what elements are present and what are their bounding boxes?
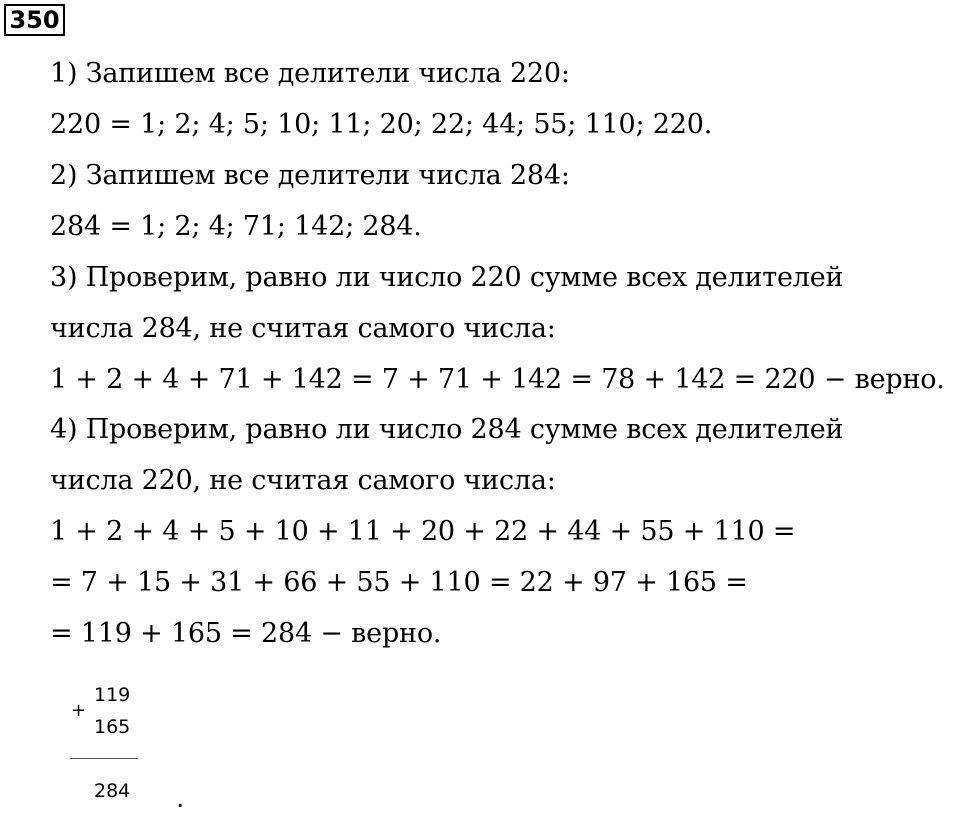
step-4-heading: 4) Проверим, равно ли число 284 сумме всех делителей (50, 414, 844, 445)
addend-2: 165 (94, 716, 131, 738)
step-4-heading-cont: числа 220, не считая самого числа: (50, 465, 556, 496)
step-2-heading: 2) Запишем все делители числа 284: (50, 160, 570, 191)
addition-result: 284 (94, 780, 131, 802)
trailing-period: . (176, 784, 185, 814)
column-addition (66, 680, 156, 810)
problem-number: 350 (4, 4, 65, 36)
plus-sign: + (71, 700, 87, 721)
sum-rule-divider (70, 758, 138, 759)
step-1-heading: 1) Запишем все делители числа 220: (50, 58, 570, 89)
addend-1: 119 (94, 684, 131, 706)
step-3-heading: 3) Проверим, равно ли число 220 сумме всех делителей (50, 262, 844, 293)
sum-divisors-220-line-1: 1 + 2 + 4 + 5 + 10 + 11 + 20 + 22 + 44 + 55 + 110 = (50, 516, 796, 547)
divisors-284: 284 = 1; 2; 4; 71; 142; 284. (50, 211, 422, 242)
sum-divisors-220-line-2: = 7 + 15 + 31 + 66 + 55 + 110 = 22 + 97 + 165 = (50, 567, 748, 598)
divisors-220: 220 = 1; 2; 4; 5; 10; 11; 20; 22; 44; 55; 110; 220. (50, 109, 713, 140)
step-3-heading-cont: числа 284, не считая самого числа: (50, 313, 556, 344)
sum-divisors-284: 1 + 2 + 4 + 71 + 142 = 7 + 71 + 142 = 78 + 142 = 220 − верно. (50, 364, 945, 395)
sum-divisors-220-line-3: = 119 + 165 = 284 − верно. (50, 618, 442, 649)
